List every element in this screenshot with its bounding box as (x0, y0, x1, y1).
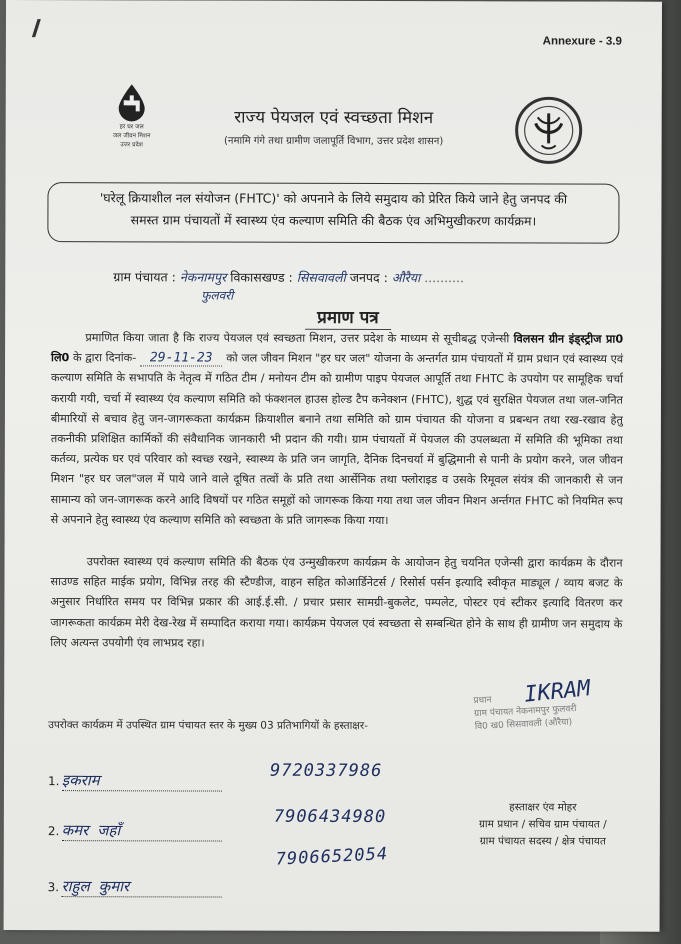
logo-caption-2: जल जीवन मिशन (112, 132, 151, 140)
agency-name: विलसन ग्रीन इंड्स्ट्रीज प्रा0 लि0 (51, 332, 624, 365)
para1-date-label: के द्वारा दिनांक- (72, 351, 137, 365)
stamp-line-1: प्रधान (473, 695, 492, 707)
program-heading-box (47, 182, 619, 243)
annexure-label: Annexure - 3.9 (542, 35, 622, 48)
stamp-line-3: वि0 ख0 सिसवावली (औरैया) (474, 717, 573, 733)
program-date: 29-11-23 (140, 351, 223, 367)
signature-note (458, 799, 628, 850)
participant-phone: 7906434980 (273, 806, 387, 827)
participant-number: 3. (47, 880, 60, 895)
participant-number: 2. (47, 824, 60, 839)
block-value: सिसवावली (296, 269, 346, 285)
location-line: ग्राम पंचायत : नेकनामपुर विकासखण्ड : सिसवावली जनपद : औरैया .......... (113, 269, 464, 286)
logo-caption-1: हर घर जल (119, 123, 144, 131)
participant-name: कमर जहाँ (62, 820, 222, 841)
para2-body: उपरोक्त स्वास्थ्य एवं कल्याण समिति की बैठक एंव उन्मुखीकरण कार्यक्रम के आयोजन हेतु चयनित एजेन्सी द्वारा कार्यक्रम के दौरान साउण्ड सहित माईक प्रयोग, विभिन्न तरह की स्टैण्डीज, वाहन सहित कोआर्डिनेटर्स / रिसोर्स पर्सन इत्यादि स्वीकृत माड्यूल / व्याय बजट के अनुसार निर्धारित समय पर विभिन्न प्रकार की आई.ई.सी. / प्रचार प्रसार सामग्री-बुकलेट, पम्पलेट, पोस्टर एवं स्टीकर इत्यादि वितरण कर जागरूकता कार्यक्रम मेरी देख-रेख में सम्पादित कराया गया। कार्यक्रम पेयजल एवं स्वच्छता से सम्बन्धित होने के साथ ही ग्रामीण जन समुदाय के लिए अत्यन्त उपयोगी एंव लाभप्रद रहा। (50, 555, 623, 650)
district-value: औरैया (391, 270, 421, 286)
pen-mark: // (31, 16, 35, 42)
participant-row (48, 820, 222, 841)
participant-row (48, 876, 222, 897)
document-page (4, 0, 662, 932)
para1-body: को जल जीवन मिशन "हर घर जल" योजना के अन्तर्गत ग्राम पंचायतों में ग्राम प्रधान एवं स्वास्थ्य एवं कल्याण समिति के सभापति के नेतृत्व में गठित टीम / मनोयन टीम को ग्रामीण पाइप पेयजल आपूर्ति तथा FHTC के उपयोग पर सामूहिक चर्चा करायी गयी, चर्चा में स्वास्थ्य एंव कल्याण समिति को फंक्शनल हाउस होल्ड टैप कनेक्शन (FHTC), शुद्ध एवं सुरक्षित पेयजल तथा जल-जनित बीमारियों से बचाव हेतु जन-जागरूकता कार्यक्रम क्रियाशील बनाने तथा समिति को ग्राम पंचायत की योजना व प्रबन्धन तथा रख-रखाव हेतु तकनीकी प्रशिक्षित कार्मिकों की संवैधानिक जानकारी भी प्रदान की गयी। ग्राम पंचायतों में पेयजल की उपलब्धता में समिति की भूमिका तथा कर्तव्य, प्रत्येक घर एवं परिवार को स्वच्छ रखने, स्वास्थ्य के प्रति जन जागृति, दैनिक दिनचर्या में बुद्धिमानी से पानी के प्रयोग करने, जल जीवन मिशन "हर घर जल"जल में पाये जाने वाले दूषित तत्वों के प्रति तथा आर्सेनिक तथा फ्लोराइड व उसके रिमूवल संयंत्र की जानकारी से जन सामान्य को जन-जागरूक करने आदि विषयों पर गठित समूहों को जागरूक किया गया तथा जल जीवन मिशन अर्न्तगत FHTC को नियमित रूप से अपनाने हेतु स्वास्थ्य एंव कल्याण समिति को स्वच्छता के प्रति जागरूक किया गया। (50, 351, 624, 527)
certificate-paragraph-2 (50, 552, 622, 655)
mission-title: राज्य पेयजल एवं स्वच्छता मिशन (234, 107, 434, 129)
participant-number: 1. (47, 774, 60, 789)
participant-name: इकराम (62, 770, 222, 791)
mission-subtitle: (नमामि गंगे तथा ग्रामीण जलापूर्ति विभाग, उत्तर प्रदेश शासन) (224, 135, 444, 148)
certificate-paragraph-1 (51, 328, 624, 532)
participant-row (48, 770, 222, 791)
sign-note-line-3: ग्राम पंचायत सदस्य / क्षेत्र पंचायत (479, 835, 606, 848)
gp-value-line2: फुलवरी (201, 288, 234, 303)
participant-name: राहुल कुमार (61, 876, 221, 897)
gp-value: नेकनामपुर (179, 269, 227, 285)
certificate-title: प्रमाण पत्र (305, 305, 391, 330)
block-label: विकासखण्ड : (230, 269, 293, 285)
participant-phone: 9720337986 (269, 760, 383, 781)
district-label: जनपद : (349, 269, 388, 286)
participants-intro: उपरोक्त कार्यक्रम में उपस्थित ग्राम पंचायत स्तर के मुख्य 03 प्रतिभागियों के हस्ताक्षर- (48, 719, 368, 732)
sign-note-line-2: ग्राम प्रधान / सचिव ग्राम पंचायत / (478, 818, 607, 831)
para1-intro: प्रमाणित किया जाता है कि राज्य पेयजल एवं स्वच्छता मिशन, उत्तर प्रदेश के माध्यम से सूचीबद्ध एजेन्सी (85, 331, 510, 346)
sign-note-line-1: हस्ताक्षर एंव मोहर (509, 801, 577, 814)
program-heading-line2: समस्त ग्राम पंचायतों में स्वास्थ्य एंव कल्याण समिति की बैठक एंव अभिमुखीकरण कार्यक्रम। (130, 212, 537, 229)
participant-phone: 7906652054 (275, 844, 389, 870)
program-heading-line1: 'घरेलू क्रियाशील नल संयोजन (FHTC)' को अपनाने के लिये समुदाय को प्रेरित किये जाने हेतु जनपद की (99, 190, 568, 207)
stamp-line-2: ग्राम पंचायत नेकनामपुर फुलवरी (473, 704, 577, 720)
pradhan-signature: IKRAM (523, 676, 592, 708)
gp-label: ग्राम पंचायत : (113, 269, 176, 285)
logo-caption-3: उत्तर प्रदेश (120, 141, 143, 149)
